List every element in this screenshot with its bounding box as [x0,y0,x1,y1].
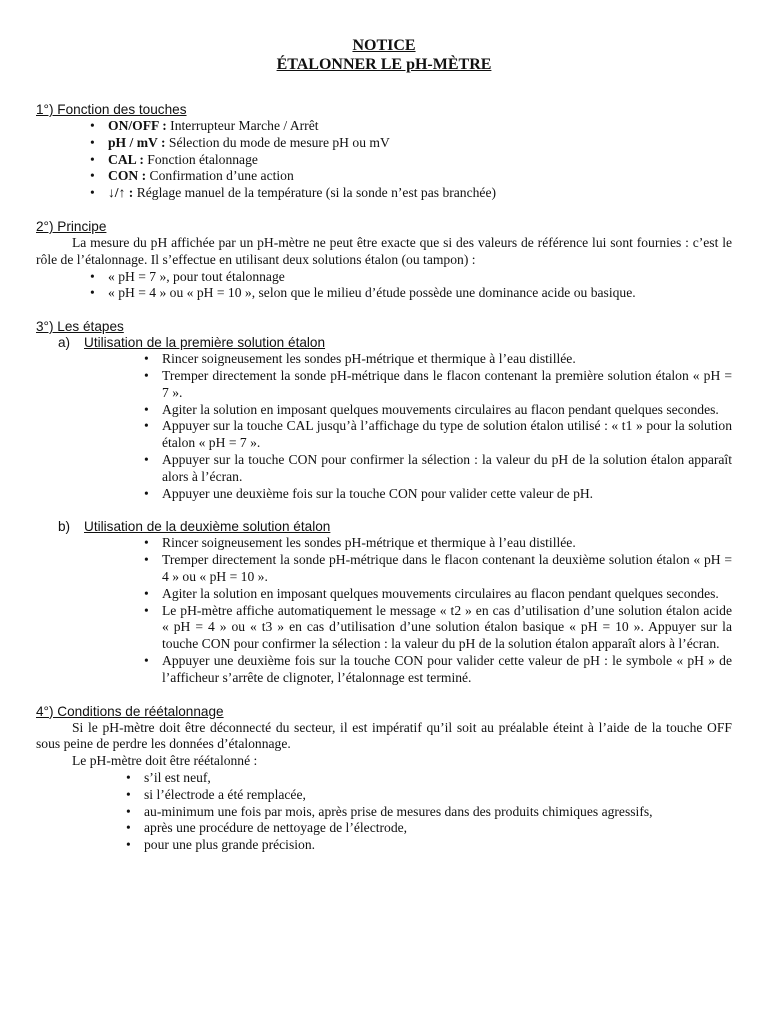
key-description: Réglage manuel de la température (si la sonde n’est pas branchée) [133,185,497,201]
subsection-letter: a) [58,335,71,351]
list-item [126,769,732,787]
list-item [90,285,732,302]
paragraph: Le pH-mètre doit être réétalonné : [72,753,258,769]
list-item-text: Tremper directement la sonde pH-métrique dans le flacon contenant la deuxième solution étalon « pH = 4 » ou « pH = 10 ». [162,552,732,584]
bullet: • [126,769,131,785]
section-heading: 2°) Principe [36,218,107,234]
bullet: • [144,585,149,601]
key-label: ON/OFF : [108,118,167,133]
list-item-text: Rincer soigneusement les sondes pH-métrique et thermique à l’eau distillée. [162,351,576,367]
list-item-text: après une procédure de nettoyage de l’électrode, [144,820,408,836]
list-item [90,118,732,135]
list-item-text: pour une plus grande précision. [144,837,316,853]
list-item-text: Appuyer sur la touche CON pour confirmer la sélection : la valeur du pH de la solution étalon apparaît alors à l’écran. [162,451,732,484]
bullet: • [126,786,131,802]
list-item-text: Rincer soigneusement les sondes pH-métrique et thermique à l’eau distillée. [162,535,576,551]
bullet: • [90,185,95,201]
list-item [144,485,732,503]
list-item [144,652,732,687]
list-item-text: s’il est neuf, [144,769,211,785]
list-item-text: Tremper directement la sonde pH-métrique dans le flacon contenant la première solution étalon « pH = 7 ». [162,367,732,400]
key-label: CAL : [108,151,144,167]
bullet: • [90,268,95,284]
list-item [90,185,732,202]
list-item-text: Appuyer une deuxième fois sur la touche CON pour valider cette valeur de pH. [162,485,594,501]
list-item [144,535,732,552]
bullet: • [144,418,149,434]
paragraph: La mesure du pH affichée par un pH-mètre ne peut être exacte que si des valeurs de référence lui sont fournies : c’est le rôle de l’étalonnage. Il s’effectue en utilisant deux solutions étalon (ou tampon) : [36,234,732,267]
bullet: • [144,351,149,367]
section-steps [36,319,732,686]
list-item-text: Le pH-mètre affiche automatiquement le message « t2 » en cas d’utilisation d’une solution étalon acide « pH = 4 » ou « t3 » en cas d’utilisation d’une solution étalon basique « pH = 10 ». Appuyer sur la touche CON pour confirmer la sélection : la valeur du pH de la solution étalon apparaît alors à l’écran. [162,602,732,652]
bullet: • [90,134,95,150]
keys-list [90,118,732,202]
title-line-2: ÉTALONNER LE pH-MÈTRE [276,56,492,73]
subsection-title: Utilisation de la première solution étalon [84,335,326,351]
key-label: ↓/↑ : [108,185,134,201]
subsection-title: Utilisation de la deuxième solution étalon [84,519,331,535]
bullet: • [90,285,95,301]
subsection-heading [58,335,732,351]
section-keys [36,102,732,202]
bullet: • [90,151,95,167]
list-item [126,803,732,821]
list-item-text: si l’électrode a été remplacée, [144,786,306,802]
key-description: Sélection du mode de mesure pH ou mV [165,134,390,150]
list-item [90,134,732,152]
bullet: • [144,451,149,467]
subsection-heading [58,519,732,535]
title-line-1: NOTICE [352,37,416,54]
list-item [126,820,732,837]
bullet: • [144,602,149,618]
bullet: • [144,652,149,668]
list-item [90,168,732,185]
section-heading: 4°) Conditions de réétalonnage [36,703,224,719]
first-solution-steps [144,351,732,502]
key-description: Fonction étalonnage [143,151,258,167]
key-label: pH / mV : [108,134,166,150]
list-item [144,351,732,368]
bullet: • [144,535,149,551]
key-description: Confirmation d’une action [146,168,294,184]
list-item-text: au-minimum une fois par mois, après prise de mesures dans des produits chimiques agressifs, [144,803,653,819]
bullet: • [90,168,95,184]
bullet: • [126,803,131,819]
section-recalibration [36,704,732,854]
subsection-letter: b) [58,519,71,535]
key-description: Interrupteur Marche / Arrêt [166,118,319,133]
buffer-list [90,268,732,303]
list-item-text: « pH = 4 » ou « pH = 10 », selon que le milieu d’étude possède une dominance acide ou basique. [108,285,636,301]
list-item [126,837,732,854]
list-item-text: Appuyer sur la touche CAL jusqu’à l’affichage du type de solution étalon utilisé : « t1 » pour la solution étalon « pH = 7 ». [162,418,732,451]
list-item [144,602,732,653]
key-label: CON : [108,168,147,184]
list-item-text: « pH = 7 », pour tout étalonnage [108,268,285,284]
list-item [144,552,732,586]
bullet: • [144,401,149,417]
section-heading: 3°) Les étapes [36,319,124,335]
document-title [36,36,732,74]
list-item [144,585,732,603]
bullet: • [126,820,131,836]
second-solution-steps [144,535,732,686]
section-heading: 1°) Fonction des touches [36,102,187,117]
list-item [90,268,732,286]
section-principle [36,219,732,302]
list-item [126,786,732,804]
list-item-text: Appuyer une deuxième fois sur la touche CON pour valider cette valeur de pH : le symbole « pH » de l’afficheur s’arrête de clignoter, l’étalonnage est terminé. [162,652,732,685]
list-item [144,418,732,452]
list-item [144,367,732,402]
bullet: • [144,485,149,501]
list-item [144,401,732,419]
paragraph: Si le pH-mètre doit être déconnecté du secteur, il est impératif qu’il soit au préalable éteint à l’aide de la touche OFF sous peine de perdre les données d’étalonnage. [36,719,732,752]
list-item [90,151,732,169]
list-item [144,451,732,486]
bullet: • [90,118,95,133]
bullet: • [126,837,131,853]
recalibration-list [126,769,732,854]
list-item-text: Agiter la solution en imposant quelques mouvements circulaires au flacon pendant quelques secondes. [162,401,719,417]
bullet: • [144,367,149,383]
bullet: • [144,552,149,568]
list-item-text: Agiter la solution en imposant quelques mouvements circulaires au flacon pendant quelques secondes. [162,585,719,601]
